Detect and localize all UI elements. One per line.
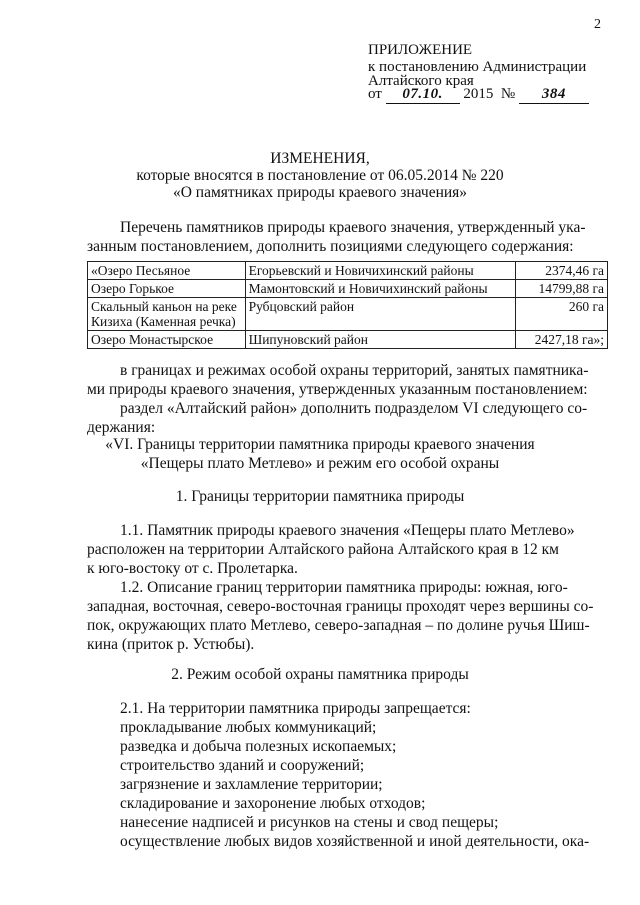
monument-district: Мамонтовский и Новичихинский районы	[245, 280, 515, 298]
heading-boundaries: 1. Границы территории памятника природы	[175, 488, 465, 505]
appendix-line-3: Алтайского края	[368, 73, 474, 89]
monument-area: 2427,18 га»;	[515, 331, 607, 349]
table-row	[88, 298, 608, 331]
date-value: 07.10.	[386, 86, 460, 104]
monument-area: 260 га	[515, 298, 607, 331]
intro-line-2: занным постановлением, дополнить позициями следующего содержания:	[87, 238, 574, 255]
table-row	[88, 262, 608, 280]
list-item: нанесение надписей и рисунков на стены и свод пещеры;	[120, 814, 499, 831]
appendix-date-row	[368, 86, 589, 104]
list-item: прокладывание любых коммуникаций;	[120, 719, 377, 736]
list-item: разведка и добыча полезных ископаемых;	[120, 738, 397, 755]
para-1-2-line-1: 1.2. Описание границ территории памятника природы: южная, юго-	[120, 579, 568, 596]
monument-district: Рубцовский район	[245, 298, 515, 331]
para-1-1-line-1: 1.1. Памятник природы краевого значения «Пещеры плато Метлево»	[120, 522, 575, 539]
monument-name: «Озеро Песьяное	[88, 262, 246, 280]
appendix-title: ПРИЛОЖЕНИЕ	[368, 42, 473, 58]
para-1-2-line-2: западная, восточная, северо-восточная границы проходят через вершины со-	[87, 598, 594, 615]
intro-paragraph	[120, 218, 598, 237]
date-year: 2015	[463, 86, 494, 102]
number-value: 384	[519, 86, 589, 104]
para-1-2-line-4: кина (приток р. Устюбы).	[87, 636, 255, 653]
date-prefix: от	[368, 86, 382, 102]
list-item: загрязнение и захламление территории;	[120, 776, 383, 793]
after-table-line-1: в границах и режимах особой охраны территорий, занятых памятника-	[120, 362, 589, 379]
monument-name: Озеро Горькое	[88, 280, 246, 298]
monument-name: Озеро Монастырское	[88, 331, 246, 349]
monument-area: 2374,46 га	[515, 262, 607, 280]
monument-district: Шипуновский район	[245, 331, 515, 349]
para-1-2-line-3: пок, окружающих плато Метлево, северо-западная – по долине ручья Шиш-	[87, 617, 590, 634]
changes-subtitle: которые вносятся в постановление от 06.05.2014 № 220	[136, 167, 504, 184]
table-row	[88, 331, 608, 349]
list-item: складирование и захоронение любых отходов;	[120, 795, 426, 812]
monument-name: Скальный каньон на реке Кизиха (Каменная речка)	[88, 298, 246, 331]
page-number: 2	[594, 17, 601, 32]
after-table-line-4: держания:	[87, 419, 156, 436]
para-1-1-line-3: к юго-востоку от с. Пролетарка.	[87, 560, 298, 577]
monument-area: 14799,88 га	[515, 280, 607, 298]
after-table-line-2: ми природы краевого значения, утвержденных указанным постановлением:	[87, 381, 588, 398]
number-sign: №	[500, 86, 516, 102]
monuments-table	[87, 261, 608, 349]
para-1-1-line-2: расположен на территории Алтайского района Алтайского края в 12 км	[87, 541, 559, 558]
list-item: строительство зданий и сооружений;	[120, 757, 365, 774]
para-2-1-intro: 2.1. На территории памятника природы запрещается:	[120, 700, 471, 717]
list-item: осуществление любых видов хозяйственной и иной деятельности, ока-	[120, 833, 590, 850]
heading-protection-regime: 2. Режим особой охраны памятника природы	[171, 666, 469, 683]
section-vi-title: «VI. Границы территории памятника природы краевого значения	[105, 436, 535, 453]
changes-title: ИЗМЕНЕНИЯ,	[270, 150, 370, 167]
monument-district: Егорьевский и Новичихинский районы	[245, 262, 515, 280]
intro-paragraph-cont	[87, 237, 598, 256]
table-row	[88, 280, 608, 298]
changes-resolution-name: «О памятниках природы краевого значения»	[172, 184, 468, 201]
appendix-line-2: к постановлению Администрации	[368, 59, 587, 75]
section-vi-subtitle: «Пещеры плато Метлево» и режим его особой охраны	[140, 455, 500, 472]
intro-line-1: Перечень памятников природы краевого значения, утвержденный ука-	[120, 219, 586, 236]
after-table-line-3: раздел «Алтайский район» дополнить подразделом VI следующего со-	[120, 400, 588, 417]
